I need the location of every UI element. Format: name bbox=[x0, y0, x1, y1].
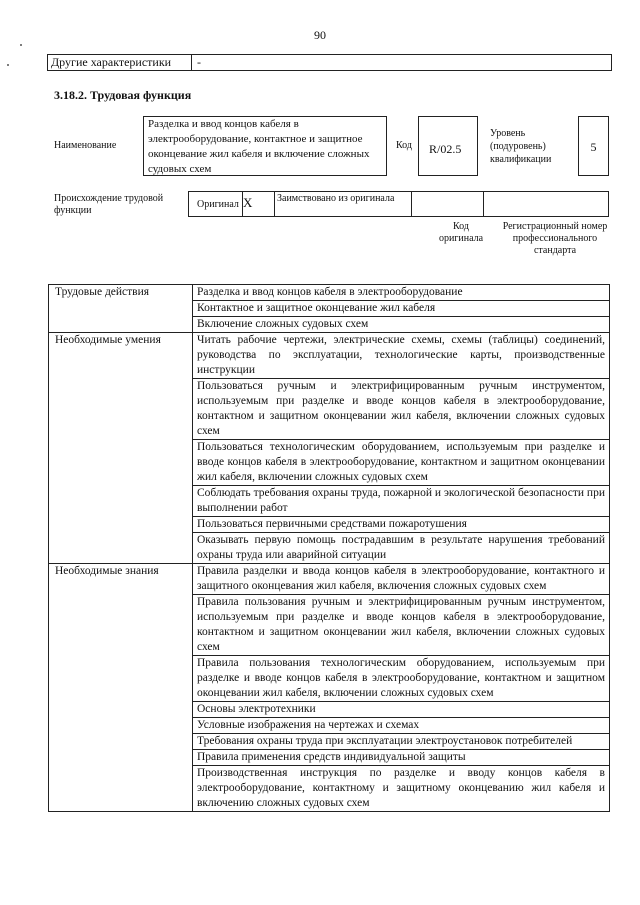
code-value: R/02.5 bbox=[418, 116, 478, 176]
item-cell: Соблюдать требования охраны труда, пожарной и экологической безопасности при выполнении работ bbox=[193, 486, 610, 517]
item-cell: Пользоваться ручным и электрифицированным ручным инструментом, используемым при разделке и вводе концов кабеля в электрооборудование, контактном и защитном оконцевании жил кабеля, включении сложных судовых схем bbox=[193, 379, 610, 440]
scan-speck bbox=[7, 64, 9, 66]
section-title: 3.18.2. Трудовая функция bbox=[54, 88, 192, 102]
item-cell: Пользоваться технологическим оборудованием, используемым при разделке и вводе концов кабеля в электрооборудование, контактном и защитном оконцевании жил кабеля, включении сложных судовых схем bbox=[193, 440, 610, 486]
table-row bbox=[49, 285, 610, 301]
scan-speck bbox=[20, 44, 22, 46]
item-cell: Производственная инструкция по разделке и вводу концов кабеля в электрооборудование, контактному и защитному оконцеванию жил кабеля и включению сложных судовых схем bbox=[193, 766, 610, 812]
category-cell: Трудовые действия bbox=[49, 285, 193, 333]
original-code-caption: Код оригинала bbox=[438, 221, 484, 244]
category-cell: Необходимые знания bbox=[49, 564, 193, 812]
item-cell: Правила пользования ручным и электрифицированным ручным инструментом, используемым при разделке и вводе концов кабеля в электрооборудование, контактном и защитном оконцевании жил кабеля, включении сложных судовых схем bbox=[193, 595, 610, 656]
item-cell: Требования охраны труда при эксплуатации электроустановок потребителей bbox=[193, 734, 610, 750]
item-cell: Оказывать первую помощь пострадавшим в результате нарушения требований охраны труда или аварийной ситуации bbox=[193, 533, 610, 564]
other-characteristics-row bbox=[47, 54, 612, 71]
origin-row bbox=[188, 191, 609, 217]
code-label: Код bbox=[396, 140, 412, 151]
borrowed-label: Заимствовано из оригинала bbox=[275, 192, 412, 216]
other-characteristics-label: Другие характеристики bbox=[48, 55, 192, 70]
function-name: Разделка и ввод концов кабеля в электрооборудование, контактное и защитное оконцевание жил кабеля и включение сложных судовых схем bbox=[143, 116, 387, 176]
item-cell: Читать рабочие чертежи, электрические схемы, схемы (таблицы) соединений, руководства по эксплуатации, технологические карты, производственные инструкции bbox=[193, 333, 610, 379]
item-cell: Условные изображения на чертежах и схемах bbox=[193, 718, 610, 734]
category-cell: Необходимые умения bbox=[49, 333, 193, 564]
item-cell: Правила пользования технологическим оборудованием, используемым при разделке и вводе концов кабеля в электрооборудование, контактном и защитном оконцевании жил кабеля, включении сложных судовых схем bbox=[193, 656, 610, 702]
origin-label: Происхождение трудовой функции bbox=[54, 193, 164, 216]
other-characteristics-value: - bbox=[197, 55, 201, 69]
item-cell: Правила применения средств индивидуальной защиты bbox=[193, 750, 610, 766]
item-cell: Включение сложных судовых схем bbox=[193, 317, 610, 333]
item-cell: Основы электротехники bbox=[193, 702, 610, 718]
original-code-cell bbox=[412, 192, 484, 216]
registration-number-cell bbox=[484, 192, 608, 216]
original-mark: X bbox=[243, 192, 275, 216]
item-cell: Правила разделки и ввода концов кабеля в электрооборудование, контактного и защитного оконцевания жил кабеля, включения сложных судовых схем bbox=[193, 564, 610, 595]
table-row bbox=[49, 564, 610, 595]
name-label: Наименование bbox=[54, 140, 117, 151]
level-label: Уровень (подуровень) квалификации bbox=[490, 128, 552, 165]
function-details-table bbox=[48, 284, 610, 812]
registration-number-caption: Регистрационный номер профессионального стандарта bbox=[502, 221, 608, 256]
item-cell: Контактное и защитное оконцевание жил кабеля bbox=[193, 301, 610, 317]
level-value: 5 bbox=[578, 116, 609, 176]
item-cell: Разделка и ввод концов кабеля в электрооборудование bbox=[193, 285, 610, 301]
item-cell: Пользоваться первичными средствами пожаротушения bbox=[193, 517, 610, 533]
table-row bbox=[49, 333, 610, 379]
original-label: Оригинал bbox=[189, 192, 243, 216]
page-number: 90 bbox=[314, 28, 326, 42]
